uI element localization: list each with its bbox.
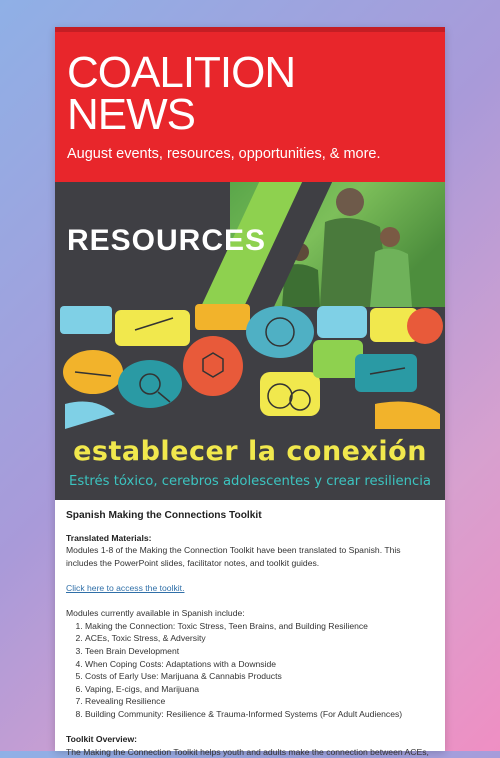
modules-list	[66, 620, 434, 721]
list-item: 3. Teen Brain Development	[85, 645, 434, 658]
article-heading: Spanish Making the Connections Toolkit	[66, 510, 262, 521]
list-item: 1. Making the Connection: Toxic Stress, Teen Brains, and Building Resilience	[85, 620, 434, 633]
translated-materials-body: Modules 1-8 of the Making the Connection Toolkit have been translated to Spanish. This includes the PowerPoint slides, facilitator notes, and toolkit guides.	[66, 545, 401, 568]
translated-materials-label: Translated Materials:	[66, 532, 152, 543]
modules-intro: Modules currently available in Spanish include:	[66, 608, 245, 619]
list-item: 5. Costs of Early Use: Marijuana & Cannabis Products	[85, 670, 434, 683]
speech-bubbles-illustration	[55, 304, 445, 434]
list-item: 4. When Coping Costs: Adaptations with a Downside	[85, 658, 434, 671]
newsletter-header	[55, 32, 445, 182]
newsletter-subtitle: August events, resources, opportunities, & more.	[67, 146, 381, 162]
title-line-2: NEWS	[67, 90, 195, 139]
newsletter-title	[67, 48, 433, 139]
toolkit-overview-label: Toolkit Overview:	[66, 734, 137, 745]
toolkit-overview-body: The Making the Connection Toolkit helps youth and adults make the connection between ACEs,	[66, 746, 429, 757]
newsletter-card	[55, 27, 445, 757]
list-item: 2. ACEs, Toxic Stress, & Adversity	[85, 632, 434, 645]
banner-tagline: establecer la conexión	[73, 436, 427, 467]
title-line-1: COALITION	[67, 48, 296, 97]
list-item: 7. Revealing Resilience	[85, 695, 434, 708]
resources-banner	[55, 182, 445, 500]
article-content	[55, 500, 445, 758]
list-item: 6. Vaping, E-cigs, and Marijuana	[85, 683, 434, 696]
resources-label: RESOURCES	[67, 224, 267, 257]
toolkit-link[interactable]: Click here to access the toolkit.	[66, 582, 185, 593]
list-item: 8. Building Community: Resilience & Trauma-Informed Systems (For Adult Audiences)	[85, 708, 434, 721]
banner-subtagline: Estrés tóxico, cerebros adolescentes y crear resiliencia	[69, 474, 431, 489]
